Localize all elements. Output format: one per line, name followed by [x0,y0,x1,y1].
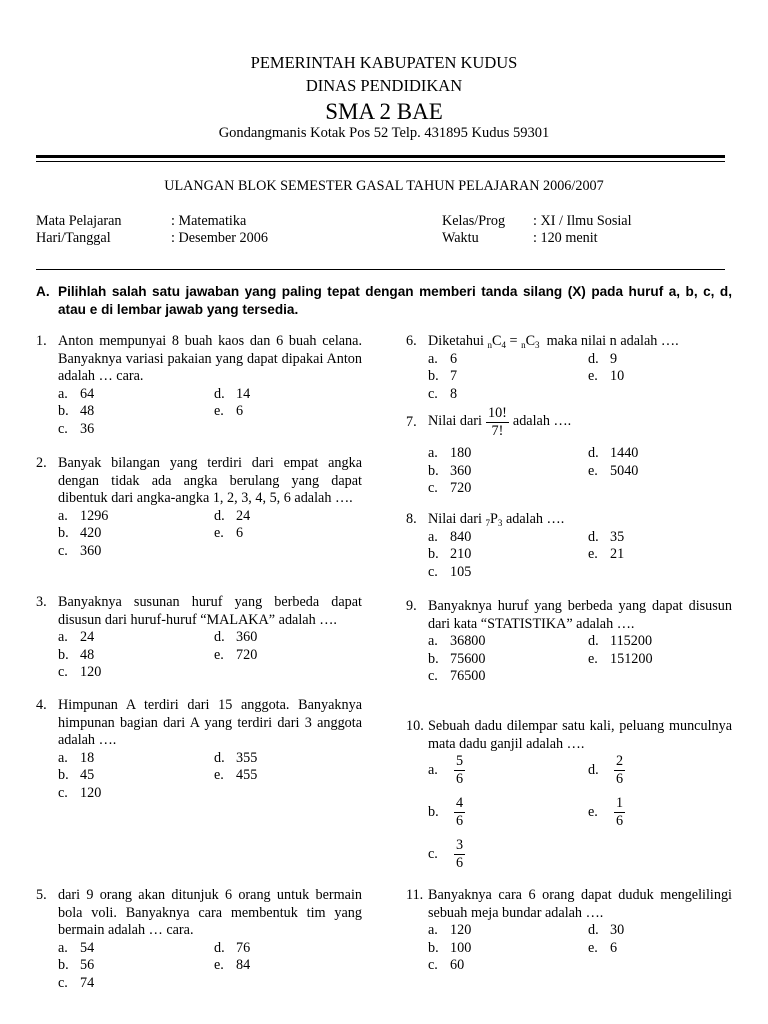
fraction-denominator: 6 [616,771,624,787]
option-e[interactable] [214,957,250,975]
option-d[interactable] [214,629,257,647]
header-address: Gondangmanis Kotak Pos 52 Telp. 431895 Kudus 59301 [218,125,550,141]
question-stem: dari 9 orang akan ditunjuk 6 orang untuk bermain bola voli. Banyaknya cara membentuk tim yang bermain adalah … cara. [58,887,362,938]
option-letter: d. [588,528,599,545]
option-value: 8 [450,385,458,402]
option-d[interactable] [214,508,250,526]
stem-symbol: C [492,333,502,349]
stem-subscript: n [487,340,492,350]
option-value: 180 [450,445,472,461]
option-value: 48 [80,403,95,419]
header-government: PEMERINTAH KABUPATEN KUDUS [250,53,518,72]
fraction [454,753,465,788]
option-value: 120 [80,664,102,680]
option-a[interactable] [428,753,469,788]
option-letter: e. [588,462,598,479]
option-a[interactable] [428,922,471,940]
option-value: 24 [80,629,95,645]
question-number: 9. [406,598,417,614]
option-b[interactable] [428,651,485,669]
fraction-numerator: 10! [487,404,507,421]
header-department: DINAS PENDIDIKAN [305,76,463,95]
question-10 [406,718,732,881]
option-value: 60 [450,957,465,973]
option-value: 75600 [450,650,486,667]
option-letter: e. [214,767,224,783]
question-stem: Anton mempunyai 8 buah kaos dan 6 buah celana. Banyaknya variasi pakaian yang dapat dipakai Anton adalah … cara. [58,333,362,384]
option-b[interactable] [428,546,471,564]
option-letter: e. [214,403,224,419]
option-letter: a. [58,507,68,524]
option-letter: d. [588,350,599,367]
question-11 [406,887,732,973]
option-b[interactable] [428,795,469,830]
option-a[interactable] [58,750,94,768]
option-letter: d. [588,761,599,778]
question-number: 10. [406,718,424,734]
option-value: 360 [80,542,102,559]
option-letter: e. [588,650,598,667]
fraction [454,795,465,830]
option-letter: d. [588,922,599,938]
option-letter: d. [588,633,599,649]
stem-subscript: 3 [535,340,540,350]
option-letter: a. [428,633,438,649]
option-c[interactable] [58,664,101,682]
fraction-denominator: 6 [456,771,464,787]
option-b[interactable] [428,463,471,481]
option-value: 420 [80,525,102,541]
fraction-numerator: 1 [616,795,624,811]
option-value: 10 [610,368,625,384]
stem-subscript: 4 [501,340,506,350]
option-value: 21 [610,546,625,562]
stem-text: adalah …. [512,413,572,430]
question-stem [428,511,732,529]
option-letter: b. [58,403,69,419]
question-4 [36,697,362,801]
option-value: 36 [80,420,95,437]
stem-text: Diketahui [428,333,488,349]
option-value: 36800 [450,633,486,649]
date-value: : Desember 2006 [171,230,268,246]
option-value: 54 [80,939,95,956]
option-value: 210 [450,546,472,562]
question-number: 8. [406,511,417,527]
question-stem: Banyak bilangan yang terdiri dari empat angka dengan tidak ada angka berulang yang dapat dibentuk dari angka-angka 1, 2, 3, 4, 5, 6 adalah …. [58,455,362,506]
option-value: 7 [450,368,458,384]
stem-symbol: P [490,511,498,527]
option-letter: a. [58,629,68,645]
option-letter: c. [58,784,68,801]
option-letter: a. [428,922,438,938]
option-letter: c. [428,668,438,684]
option-c[interactable] [58,421,94,439]
option-b[interactable] [428,940,471,958]
question-2 [36,455,362,559]
option-value: 105 [450,563,472,580]
option-c[interactable] [428,564,471,582]
option-letter: c. [58,974,68,991]
option-value: 76 [236,939,251,956]
option-b[interactable] [428,368,457,386]
option-e[interactable] [588,940,617,958]
option-letter: b. [428,368,439,384]
header-school-name: SMA 2 BAE [325,99,443,124]
exam-title: ULANGAN BLOK SEMESTER GASAL TAHUN PELAJARAN 2006/2007 [164,178,604,194]
fraction-numerator: 4 [456,795,464,811]
time-value: : 120 menit [533,230,598,246]
option-letter: b. [58,646,69,663]
option-value: 84 [236,957,251,973]
option-d[interactable] [588,529,624,547]
option-letter: e. [588,546,598,562]
option-value: 45 [80,767,95,783]
question-number: 6. [406,333,417,349]
option-a[interactable] [58,386,94,404]
option-value: 56 [80,957,95,973]
option-e[interactable] [588,795,629,830]
option-c[interactable] [58,543,101,561]
option-value: 6 [236,403,244,419]
option-value: 360 [450,462,472,479]
option-d[interactable] [214,940,250,958]
date-label: Hari/Tanggal [36,230,111,246]
option-letter: c. [428,845,438,862]
option-letter: c. [58,664,68,680]
option-letter: d. [214,749,225,766]
question-number: 4. [36,697,47,713]
question-stem: Banyaknya susunan huruf yang berbeda dapat disusun dari huruf-huruf “MALAKA” adalah …. [58,594,362,628]
question-number: 5. [36,887,47,903]
subject-value: : Matematika [171,213,247,229]
time-label: Waktu [442,230,479,246]
stem-equals: = [505,333,522,349]
option-letter: a. [428,350,438,367]
fraction [614,753,625,788]
answer-options [428,753,732,881]
option-e[interactable] [214,403,243,421]
option-letter: d. [214,939,225,956]
option-d[interactable] [214,386,250,404]
option-value: 14 [236,385,251,402]
fraction [614,795,625,830]
option-d[interactable] [588,351,617,369]
option-letter: d. [588,445,599,461]
option-value: 100 [450,939,472,956]
stem-text: Nilai dari [428,413,482,430]
option-value: 6 [450,350,458,367]
option-letter: b. [58,767,69,783]
option-letter: d. [214,629,225,645]
question-number: 7. [406,414,417,430]
option-c[interactable] [58,975,94,993]
question-stem [428,403,732,441]
option-b[interactable] [58,403,94,421]
option-e[interactable] [588,368,624,386]
fraction-denominator: 6 [456,855,464,871]
question-stem: Sebuah dadu dilempar satu kali, peluang munculnya mata dadu ganjil adalah …. [428,718,732,752]
option-value: 18 [80,749,95,766]
option-e[interactable] [214,647,257,665]
option-value: 840 [450,528,472,545]
option-a[interactable] [428,633,485,651]
fraction [454,837,465,872]
option-e[interactable] [588,463,638,481]
option-letter: a. [58,749,68,766]
question-stem [428,333,732,351]
option-a[interactable] [58,508,108,526]
header-rule-thick [36,155,725,158]
option-e[interactable] [214,525,243,543]
option-letter: c. [428,563,438,580]
question-1 [36,333,362,437]
stem-symbol: C [525,333,536,349]
option-letter: c. [428,385,438,402]
option-value: 360 [236,629,258,645]
option-a[interactable] [58,629,94,647]
option-letter: e. [588,368,598,384]
fraction-numerator: 5 [456,753,464,769]
question-9 [406,598,732,684]
option-letter: a. [58,385,68,402]
option-c[interactable] [428,668,485,686]
option-e[interactable] [588,651,653,669]
option-value: 120 [80,784,102,801]
option-b[interactable] [58,957,94,975]
stem-text: maka nilai n adalah …. [539,333,679,349]
option-letter: c. [58,542,68,559]
question-stem: Banyaknya huruf yang berbeda yang dapat disusun dari kata “STATISTIKA” adalah …. [428,598,732,632]
option-value: 120 [450,922,472,938]
option-value: 455 [236,767,258,783]
stem-subscript: 3 [497,518,503,528]
subject-label: Mata Pelajaran [36,213,122,229]
option-letter: b. [428,462,439,479]
option-value: 48 [80,646,95,663]
question-number: 3. [36,594,47,610]
class-label: Kelas/Prog [442,213,506,229]
option-d[interactable] [214,750,257,768]
option-letter: a. [428,445,438,461]
question-8 [406,511,732,580]
option-b[interactable] [58,647,94,665]
question-stem: Banyaknya cara 6 orang dapat duduk mengelilingi sebuah meja bundar adalah …. [428,887,732,921]
option-value: 720 [450,480,472,496]
question-stem: Himpunan A terdiri dari 15 anggota. Banyaknya himpunan bagian dari A yang terdiri dari 3 anggota adalah …. [58,697,362,748]
option-letter: e. [214,646,224,663]
section-label: A. [36,284,50,299]
question-7 [406,403,732,496]
option-letter: a. [58,939,68,956]
fraction-numerator: 3 [456,837,464,853]
option-letter: b. [58,525,69,541]
stem-text: Nilai dari [428,511,486,527]
option-a[interactable] [428,351,457,369]
option-letter: a. [428,528,438,545]
option-c[interactable] [428,386,457,404]
option-d[interactable] [588,445,638,463]
option-c[interactable] [58,785,101,803]
option-letter: d. [214,385,225,402]
option-c[interactable] [428,837,469,872]
option-letter: e. [588,803,598,820]
option-value: 1296 [80,507,109,524]
option-value: 35 [610,528,625,545]
option-letter: b. [428,803,439,820]
option-value: 5040 [610,462,639,479]
option-e[interactable] [588,546,624,564]
option-value: 151200 [610,650,653,667]
option-value: 115200 [610,633,653,649]
option-letter: d. [214,507,225,524]
option-letter: b. [428,650,439,667]
question-3 [36,594,362,680]
stem-subscript: n [521,340,526,350]
option-b[interactable] [58,525,101,543]
option-letter: e. [214,957,224,973]
option-value: 24 [236,507,251,524]
option-c[interactable] [428,480,471,498]
option-letter: c. [428,957,438,973]
option-value: 74 [80,974,95,991]
option-letter: a. [428,761,438,778]
option-d[interactable] [588,922,624,940]
option-letter: b. [428,546,439,562]
fraction [486,405,509,440]
option-letter: c. [428,480,438,496]
fraction-numerator: 2 [616,753,624,769]
option-a[interactable] [428,529,471,547]
question-number: 2. [36,455,47,471]
option-value: 1440 [610,445,639,461]
option-value: 64 [80,385,95,402]
option-a[interactable] [428,445,471,463]
fraction-denominator: 6 [456,813,464,829]
instruction-text: Pilihlah salah satu jawaban yang paling tepat dengan memberi tanda silang (X) pada huruf a, b, c, d, atau e di lembar jawab yang tersedia. [58,284,732,317]
option-value: 9 [610,350,618,367]
option-value: 720 [236,646,258,663]
option-letter: b. [428,939,439,956]
option-value: 6 [236,525,244,541]
option-d[interactable] [588,753,629,788]
option-value: 76500 [450,668,486,684]
option-d[interactable] [588,633,652,651]
fraction-denominator: 6 [616,813,624,829]
option-letter: e. [588,939,598,956]
question-6 [406,333,732,402]
class-value: : XI / Ilmu Sosial [533,213,632,229]
fraction-denominator: 7! [491,422,504,439]
option-letter: b. [58,957,69,973]
option-value: 6 [610,939,618,956]
meta-divider [36,269,725,270]
option-letter: e. [214,525,224,541]
question-number: 1. [36,333,47,349]
option-letter: c. [58,420,68,437]
option-b[interactable] [58,767,94,785]
option-a[interactable] [58,940,94,958]
option-value: 355 [236,749,258,766]
question-5 [36,887,362,991]
section-instruction [36,283,732,318]
option-e[interactable] [214,767,257,785]
stem-subscript: 7 [485,518,491,528]
question-number: 11. [406,887,424,903]
stem-text: adalah …. [502,511,565,527]
option-c[interactable] [428,957,464,975]
option-value: 30 [610,922,625,938]
header-rule-thin [36,161,725,162]
